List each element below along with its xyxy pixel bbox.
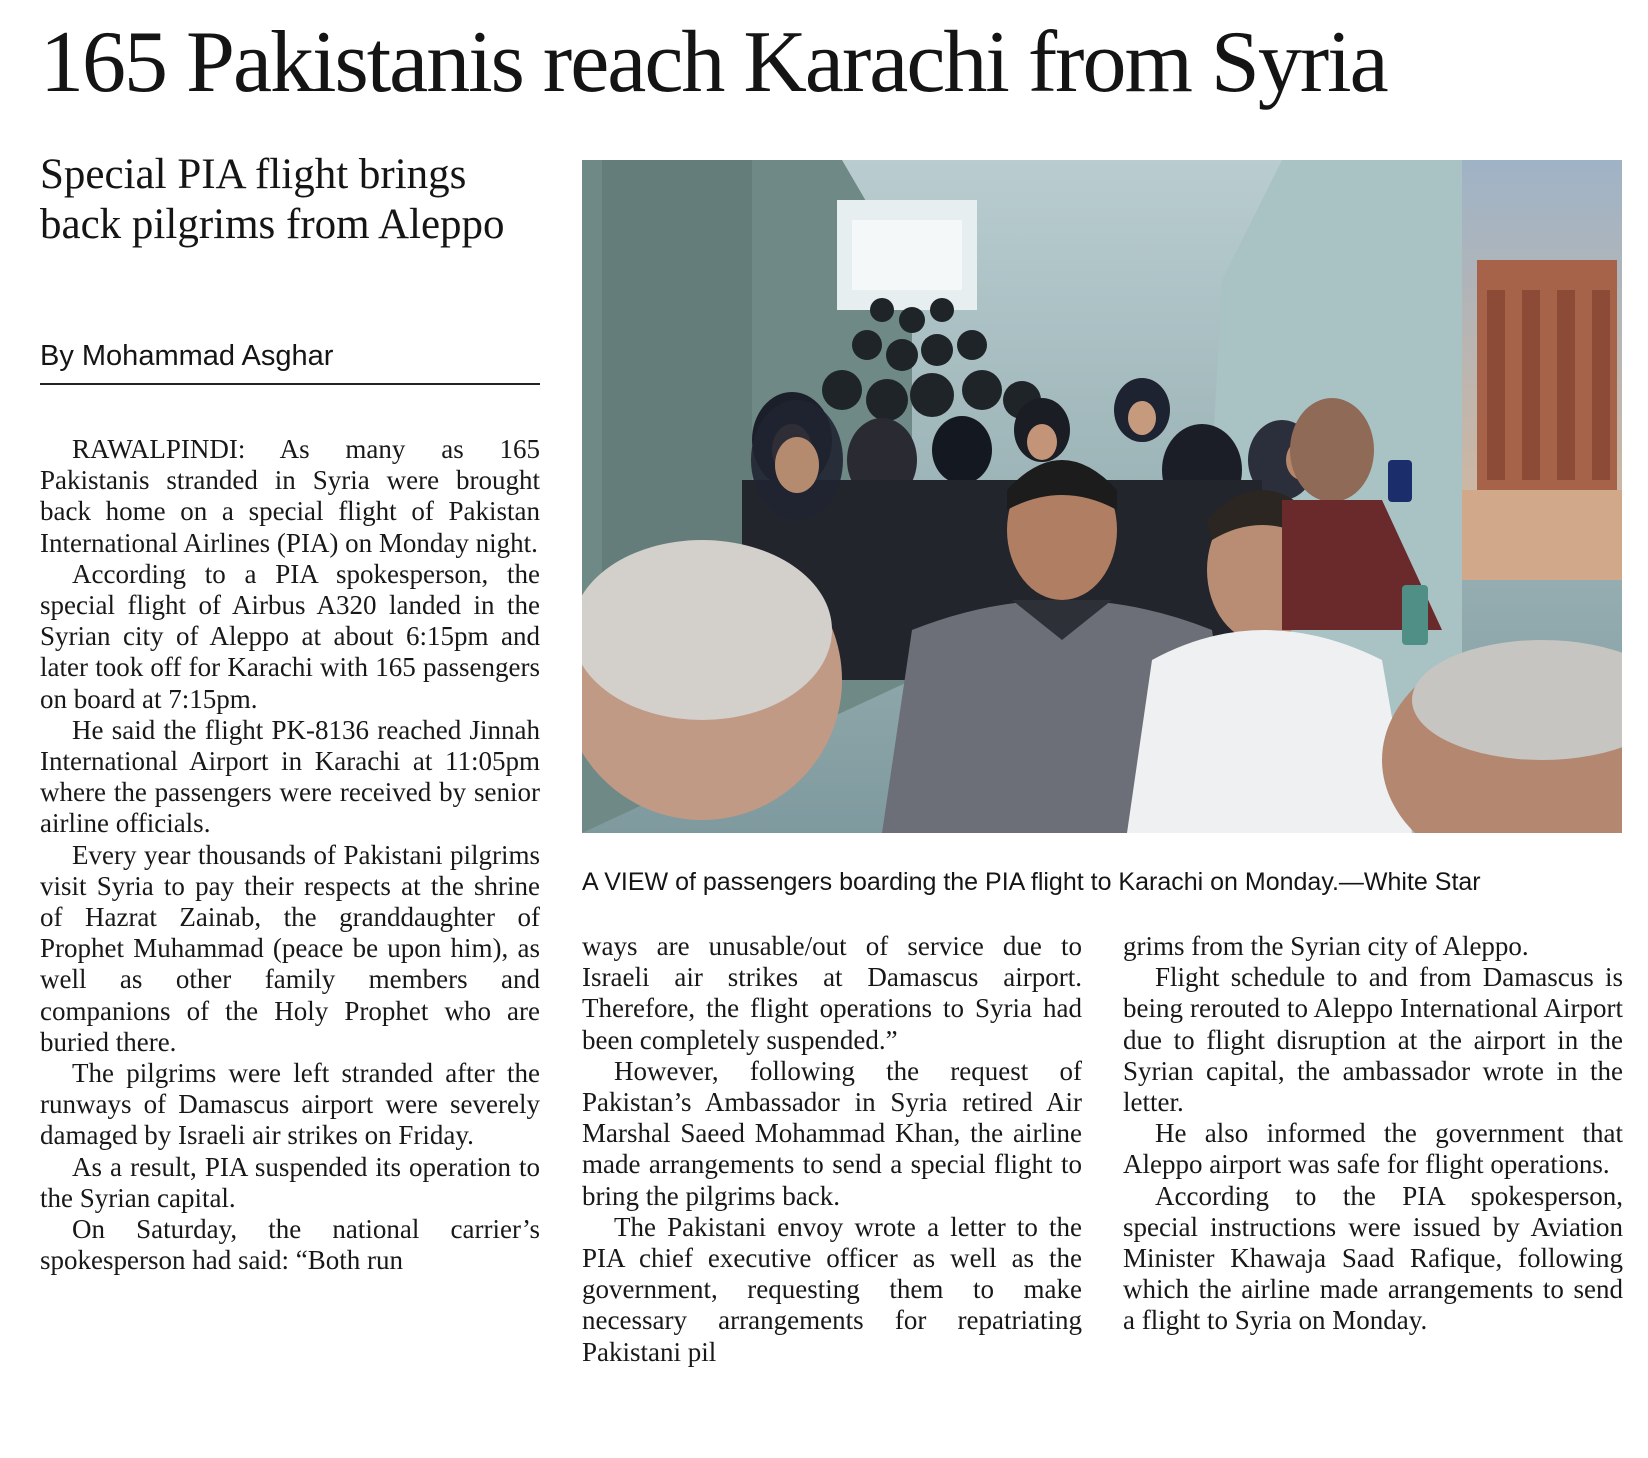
paragraph: According to a PIA spokesperson, the special flight of Airbus A320 landed in the Syrian city of Aleppo at about 6:15pm and later took off for Karachi with 165 passengers on board at 7:15pm. bbox=[40, 558, 540, 714]
paragraph: Every year thousands of Pakistani pilgrims visit Syria to pay their respects at the shrine of Hazrat Zainab, the granddaughter of Prophet Muhammad (peace be upon him), as well as other family members and companions of the Holy Prophet who are buried there. bbox=[40, 839, 540, 1057]
paragraph: However, following the request of Pakistan’s Ambassador in Syria retired Air Marshal Saeed Mohammad Khan, the airline made arrangements to send a special flight to bring the pilgrims back. bbox=[582, 1055, 1082, 1211]
paragraph: According to the PIA spokesperson, special instructions were issued by Aviation Minister Khawaja Saad Rafique, following which the airline made arrangements to send a flight to Syria on Monday. bbox=[1123, 1180, 1623, 1336]
paragraph: The Pakistani envoy wrote a letter to the PIA chief executive officer as well as the government, requesting them to make necessary arrangements for repatriating Pakistani pil bbox=[582, 1211, 1082, 1367]
paragraph: RAWALPINDI: As many as 165 Pakistanis stranded in Syria were brought back home on a special flight of Pakistan International Airlines (PIA) on Monday night. bbox=[40, 434, 540, 558]
byline: By Mohammad Asghar bbox=[40, 340, 334, 372]
paragraph: The pilgrims were left stranded after the runways of Damascus airport were severely damaged by Israeli air strikes on Friday. bbox=[40, 1058, 540, 1151]
paragraph: On Saturday, the national carrier’s spokesperson had said: “Both run bbox=[40, 1214, 540, 1276]
news-photo bbox=[582, 160, 1622, 833]
photo-caption: A VIEW of passengers boarding the PIA flight to Karachi on Monday.—White Star bbox=[582, 868, 1481, 896]
paragraph: He said the flight PK-8136 reached Jinnah International Airport in Karachi at 11:05pm where the passengers were received by senior airline officials. bbox=[40, 714, 540, 839]
subheadline: Special PIA flight brings back pilgrims from Aleppo bbox=[40, 151, 505, 248]
paragraph: ways are unusable/out of service due to Israeli air strikes at Damascus airport. Therefore, the flight operations to Syria had been completely suspended.” bbox=[582, 931, 1082, 1055]
paragraph: As a result, PIA suspended its operation to the Syrian capital. bbox=[40, 1151, 540, 1213]
paragraph: He also informed the government that Aleppo airport was safe for flight operations. bbox=[1123, 1118, 1623, 1180]
paragraph: grims from the Syrian city of Aleppo. bbox=[1123, 931, 1529, 961]
article-column-2 bbox=[582, 931, 1082, 1368]
byline-rule bbox=[40, 383, 540, 385]
headline: 165 Pakistanis reach Karachi from Syria bbox=[40, 14, 1387, 111]
article-column-1 bbox=[40, 434, 540, 1276]
article-column-3 bbox=[1123, 931, 1623, 1337]
paragraph: Flight schedule to and from Damascus is being rerouted to Aleppo International Airport due to flight disruption at the airport in the Syrian capital, the ambassador wrote in the letter. bbox=[1123, 962, 1623, 1118]
